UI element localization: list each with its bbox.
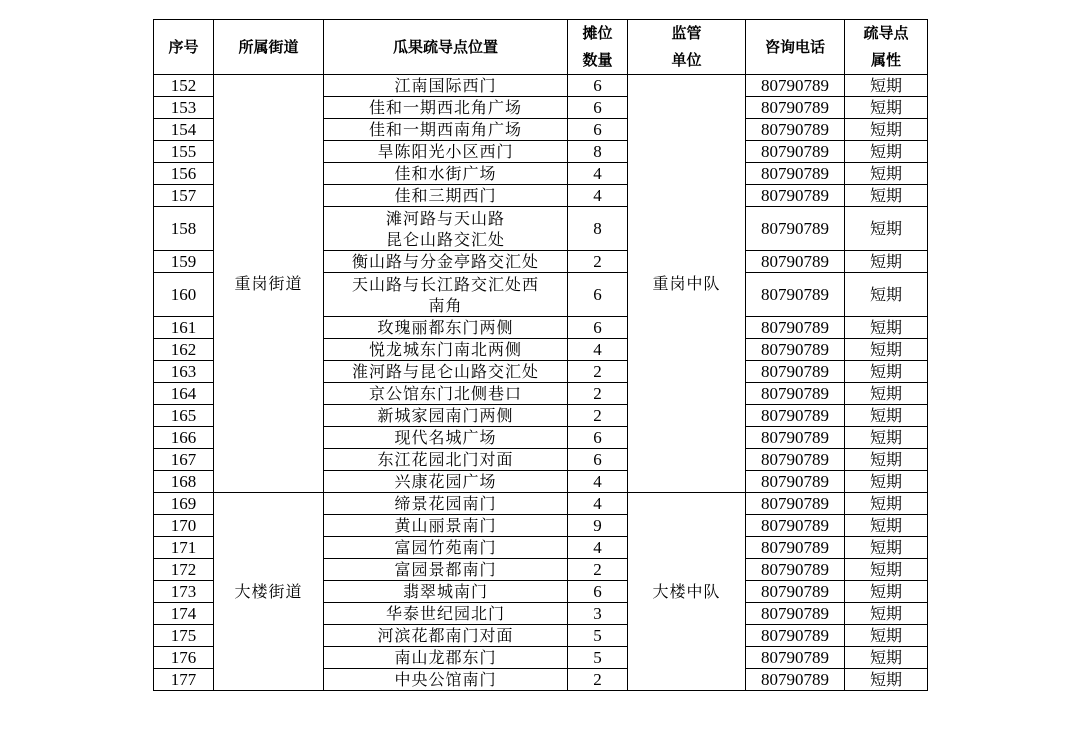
row-attr: 短期 — [845, 97, 928, 119]
row-attr: 短期 — [845, 383, 928, 405]
row-seq: 170 — [154, 515, 214, 537]
row-seq: 172 — [154, 559, 214, 581]
row-stalls: 4 — [568, 537, 628, 559]
row-seq: 159 — [154, 251, 214, 273]
row-attr: 短期 — [845, 317, 928, 339]
row-phone: 80790789 — [746, 207, 845, 251]
row-phone: 80790789 — [746, 119, 845, 141]
row-phone: 80790789 — [746, 625, 845, 647]
header-phone: 咨询电话 — [746, 20, 845, 75]
row-location — [324, 669, 568, 691]
row-location-line1: 华泰世纪园北门 — [385, 604, 505, 623]
row-phone: 80790789 — [746, 559, 845, 581]
row-location-line1: 缔景花园南门 — [394, 494, 497, 513]
row-phone: 80790789 — [746, 273, 845, 317]
row-phone: 80790789 — [746, 471, 845, 493]
row-attr: 短期 — [845, 537, 928, 559]
row-location-line1: 南山龙郡东门 — [394, 648, 497, 667]
row-location — [324, 493, 568, 515]
vendor-location-table — [153, 19, 928, 691]
row-location-line1: 中央公馆南门 — [394, 670, 497, 689]
row-phone: 80790789 — [746, 251, 845, 273]
row-phone: 80790789 — [746, 97, 845, 119]
row-seq: 176 — [154, 647, 214, 669]
header-attr-line2: 属性 — [870, 51, 901, 69]
header-seq: 序号 — [154, 20, 214, 75]
row-attr: 短期 — [845, 493, 928, 515]
row-seq: 164 — [154, 383, 214, 405]
row-stalls: 9 — [568, 515, 628, 537]
row-seq: 168 — [154, 471, 214, 493]
row-stalls: 6 — [568, 317, 628, 339]
row-location-line1: 天山路与长江路交汇处西 — [351, 274, 539, 294]
row-attr: 短期 — [845, 449, 928, 471]
header-street: 所属街道 — [214, 20, 324, 75]
row-location — [324, 163, 568, 185]
row-location-line1: 现代名城广场 — [394, 428, 497, 447]
row-location-line1: 富园竹苑南门 — [394, 538, 497, 557]
row-location — [324, 581, 568, 603]
row-phone: 80790789 — [746, 185, 845, 207]
row-stalls: 6 — [568, 75, 628, 97]
row-attr: 短期 — [845, 163, 928, 185]
row-seq: 158 — [154, 207, 214, 251]
row-phone: 80790789 — [746, 361, 845, 383]
row-attr: 短期 — [845, 647, 928, 669]
row-location-line1: 富园景都南门 — [394, 560, 497, 579]
header-supervisor — [628, 20, 746, 75]
header-attr — [845, 20, 928, 75]
row-location-line1: 兴康花园广场 — [394, 472, 497, 491]
row-location — [324, 537, 568, 559]
row-location — [324, 119, 568, 141]
row-location-line1: 玫瑰丽都东门两侧 — [377, 318, 514, 337]
row-stalls: 2 — [568, 405, 628, 427]
row-location-line2: 昆仑山路交汇处 — [385, 229, 505, 249]
row-location-line1: 京公馆东门北侧巷口 — [368, 384, 522, 403]
row-location-line1: 江南国际西门 — [394, 76, 497, 95]
row-seq: 173 — [154, 581, 214, 603]
row-stalls: 2 — [568, 669, 628, 691]
row-attr: 短期 — [845, 75, 928, 97]
row-location-line1: 黄山丽景南门 — [394, 516, 497, 535]
row-attr: 短期 — [845, 427, 928, 449]
row-phone: 80790789 — [746, 141, 845, 163]
row-location-line1: 佳和一期西南角广场 — [368, 120, 522, 139]
row-stalls: 5 — [568, 625, 628, 647]
table-header-row — [154, 20, 928, 75]
row-location-line1: 滩河路与天山路 — [385, 208, 505, 228]
row-location — [324, 339, 568, 361]
header-stalls-line2: 数量 — [582, 51, 613, 69]
row-attr: 短期 — [845, 669, 928, 691]
row-phone: 80790789 — [746, 405, 845, 427]
row-supervisor: 重岗中队 — [628, 75, 746, 493]
row-attr: 短期 — [845, 207, 928, 251]
row-stalls: 4 — [568, 471, 628, 493]
row-location — [324, 515, 568, 537]
row-seq: 154 — [154, 119, 214, 141]
row-location-line1: 淮河路与昆仑山路交汇处 — [351, 362, 539, 381]
row-seq: 161 — [154, 317, 214, 339]
row-location-line1: 佳和三期西门 — [394, 186, 497, 205]
row-location — [324, 251, 568, 273]
row-attr: 短期 — [845, 603, 928, 625]
row-location — [324, 97, 568, 119]
header-supervisor-line2: 单位 — [671, 51, 702, 69]
row-location — [324, 559, 568, 581]
row-seq: 167 — [154, 449, 214, 471]
row-attr: 短期 — [845, 185, 928, 207]
row-location-line1: 翡翠城南门 — [402, 582, 488, 601]
row-location — [324, 405, 568, 427]
row-attr: 短期 — [845, 141, 928, 163]
row-location — [324, 427, 568, 449]
row-stalls: 8 — [568, 141, 628, 163]
row-location-line1: 河滨花都南门对面 — [377, 626, 514, 645]
row-attr: 短期 — [845, 361, 928, 383]
row-location — [324, 471, 568, 493]
row-location-line1: 新城家园南门两侧 — [377, 406, 514, 425]
row-location-line1: 衡山路与分金亭路交汇处 — [351, 252, 539, 271]
row-attr: 短期 — [845, 625, 928, 647]
row-stalls: 6 — [568, 273, 628, 317]
row-stalls: 2 — [568, 251, 628, 273]
row-seq: 157 — [154, 185, 214, 207]
table-row — [154, 493, 928, 515]
row-phone: 80790789 — [746, 669, 845, 691]
row-phone: 80790789 — [746, 427, 845, 449]
row-stalls: 4 — [568, 339, 628, 361]
row-attr: 短期 — [845, 581, 928, 603]
row-stalls: 2 — [568, 559, 628, 581]
header-stalls-line1: 摊位 — [582, 24, 613, 42]
row-phone: 80790789 — [746, 75, 845, 97]
row-stalls: 6 — [568, 97, 628, 119]
row-stalls: 6 — [568, 581, 628, 603]
row-stalls: 4 — [568, 493, 628, 515]
row-location-line1: 旱陈阳光小区西门 — [377, 142, 514, 161]
header-location: 瓜果疏导点位置 — [324, 20, 568, 75]
row-location-line1: 佳和一期西北角广场 — [368, 98, 522, 117]
row-stalls: 8 — [568, 207, 628, 251]
row-location — [324, 75, 568, 97]
row-location — [324, 647, 568, 669]
row-seq: 162 — [154, 339, 214, 361]
row-location — [324, 361, 568, 383]
header-attr-line1: 疏导点 — [863, 24, 909, 42]
row-location-line2: 南角 — [428, 295, 463, 315]
row-phone: 80790789 — [746, 647, 845, 669]
row-attr: 短期 — [845, 273, 928, 317]
row-location — [324, 603, 568, 625]
row-phone: 80790789 — [746, 493, 845, 515]
row-location — [324, 383, 568, 405]
row-phone: 80790789 — [746, 515, 845, 537]
row-phone: 80790789 — [746, 383, 845, 405]
row-street: 重岗街道 — [214, 75, 324, 493]
row-seq: 171 — [154, 537, 214, 559]
row-stalls: 6 — [568, 427, 628, 449]
row-stalls: 2 — [568, 383, 628, 405]
row-phone: 80790789 — [746, 163, 845, 185]
row-location — [324, 185, 568, 207]
header-stalls — [568, 20, 628, 75]
row-stalls: 4 — [568, 185, 628, 207]
row-stalls: 6 — [568, 119, 628, 141]
row-street: 大楼街道 — [214, 493, 324, 691]
row-seq: 175 — [154, 625, 214, 647]
header-supervisor-line1: 监管 — [671, 24, 702, 42]
row-phone: 80790789 — [746, 537, 845, 559]
row-seq: 177 — [154, 669, 214, 691]
row-phone: 80790789 — [746, 317, 845, 339]
document-page — [153, 19, 928, 691]
row-location — [324, 625, 568, 647]
row-seq: 174 — [154, 603, 214, 625]
row-location-line1: 东江花园北门对面 — [377, 450, 514, 469]
row-attr: 短期 — [845, 251, 928, 273]
row-attr: 短期 — [845, 339, 928, 361]
row-stalls: 4 — [568, 163, 628, 185]
row-attr: 短期 — [845, 559, 928, 581]
row-phone: 80790789 — [746, 449, 845, 471]
row-supervisor: 大楼中队 — [628, 493, 746, 691]
row-stalls: 5 — [568, 647, 628, 669]
row-seq: 163 — [154, 361, 214, 383]
row-stalls: 3 — [568, 603, 628, 625]
row-attr: 短期 — [845, 471, 928, 493]
row-location-line1: 佳和水街广场 — [394, 164, 497, 183]
row-attr: 短期 — [845, 515, 928, 537]
row-seq: 166 — [154, 427, 214, 449]
row-attr: 短期 — [845, 119, 928, 141]
row-location-line1: 悦龙城东门南北两侧 — [368, 340, 522, 359]
row-phone: 80790789 — [746, 581, 845, 603]
row-seq: 156 — [154, 163, 214, 185]
row-phone: 80790789 — [746, 339, 845, 361]
row-seq: 165 — [154, 405, 214, 427]
row-phone: 80790789 — [746, 603, 845, 625]
row-location — [324, 207, 568, 251]
row-seq: 169 — [154, 493, 214, 515]
row-seq: 160 — [154, 273, 214, 317]
row-seq: 155 — [154, 141, 214, 163]
table-row — [154, 75, 928, 97]
row-attr: 短期 — [845, 405, 928, 427]
row-seq: 152 — [154, 75, 214, 97]
row-location — [324, 141, 568, 163]
row-location — [324, 317, 568, 339]
row-seq: 153 — [154, 97, 214, 119]
row-stalls: 6 — [568, 449, 628, 471]
row-stalls: 2 — [568, 361, 628, 383]
row-location — [324, 273, 568, 317]
row-location — [324, 449, 568, 471]
